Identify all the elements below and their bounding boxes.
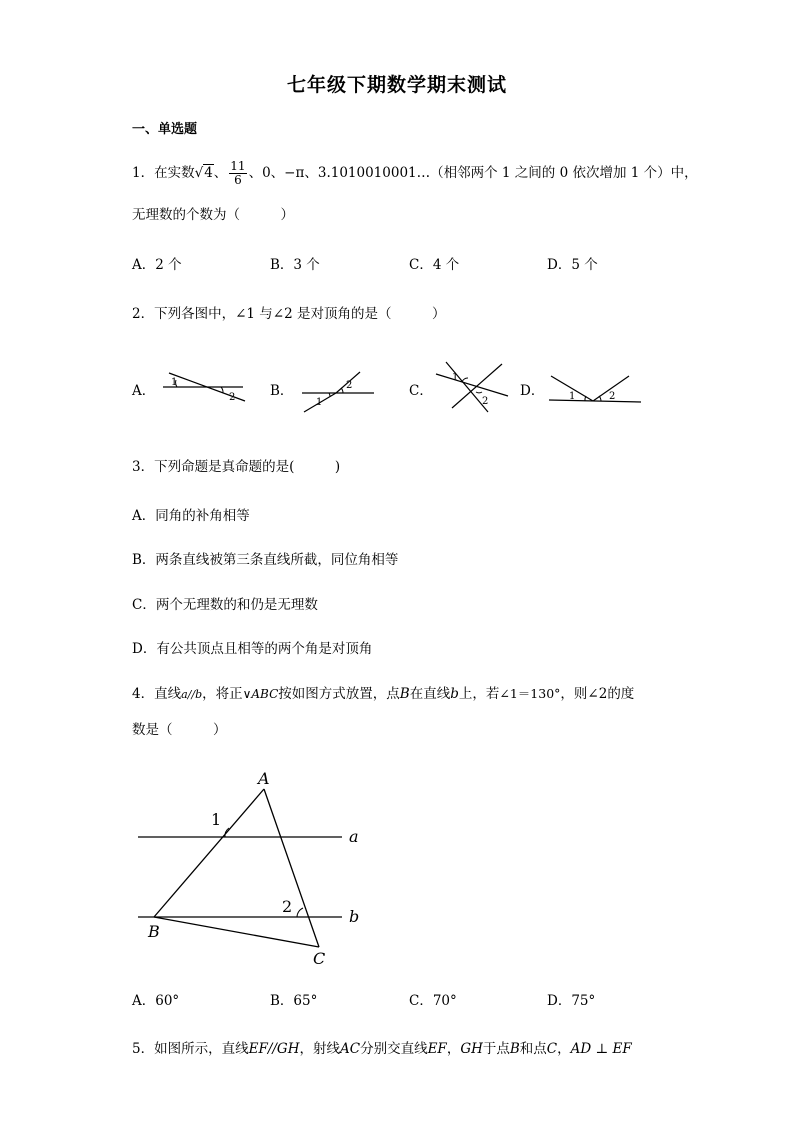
angle-label-2: 2: [346, 380, 353, 391]
angle-label-2: 2: [482, 396, 489, 407]
vertex-c-label: C: [313, 949, 326, 968]
angle-label-2: 2: [229, 392, 236, 403]
q4-figure: [130, 762, 380, 972]
angle-2-label: 2: [282, 897, 293, 916]
side-ac: [264, 789, 319, 947]
q1-rest: 、0、−π、3.1010010001…（相邻两个 1 之间的 0 依次增加 1 个）中，: [248, 165, 698, 181]
section-heading: 一、单选题: [132, 122, 198, 137]
angle-label-1: 1: [171, 377, 178, 388]
q1-option-c: C．4 个: [409, 257, 460, 273]
q1-option-b: B．3 个: [270, 257, 320, 273]
q4-option-c: C．70°: [409, 993, 457, 1009]
q2-option-b-letter: B．: [270, 383, 294, 399]
q1-prefix: 1．在实数: [132, 165, 195, 181]
angle-label-1: 1: [569, 391, 576, 402]
side-bc: [154, 917, 319, 947]
line-b-label: b: [349, 907, 360, 926]
question-5-line-1: 5．如图所示，直线EF//GH，射线AC分别交直线EF，GH于点B和点C，AD ⊥ EF: [132, 1041, 632, 1057]
angle-1-label: 1: [211, 810, 222, 829]
q3-option-d: D．有公共顶点且相等的两个角是对顶角: [132, 641, 373, 657]
vertex-a-label: A: [258, 769, 270, 788]
sqrt-expression: √4: [194, 165, 213, 181]
q2-option-a-letter: A．: [132, 383, 156, 399]
q4-option-b: B．65°: [270, 993, 318, 1009]
q3-option-c: C．两个无理数的和仍是无理数: [132, 597, 318, 613]
fraction-11-6: $\frac{11}{6}$: [230, 159, 246, 187]
question-1-line-1: 1．在实数√4、 $\frac{11}{6}$ 、0、−π、3.1010010001…（相邻两个 1 之间的 0 依次增加 1 个）中，: [132, 159, 698, 187]
q2-figure-a: [155, 368, 255, 408]
question-2-stem: 2．下列各图中，∠1 与∠2 是对顶角的是（ ）: [132, 306, 446, 322]
angle-2-arc: [297, 908, 303, 917]
q2-figure-d: [545, 368, 645, 410]
angle-label-1: 1: [452, 372, 459, 383]
question-4-line-1: 4．直线a//b，将正∨ABC按如图方式放置，点B在直线b上，若∠1＝130°，则∠2的度: [132, 686, 635, 702]
q3-option-a: A．同角的补角相等: [132, 508, 250, 524]
question-1-line-2: 无理数的个数为（ ）: [132, 207, 294, 223]
side-ab: [154, 789, 264, 917]
angle-label-2: 2: [609, 391, 616, 402]
q4-option-d: D．75°: [547, 993, 596, 1009]
q1-option-a: A．2 个: [132, 257, 182, 273]
q2-figure-c: [430, 358, 510, 414]
q3-option-b: B．两条直线被第三条直线所截，同位角相等: [132, 552, 399, 568]
angle-label-1: 1: [316, 397, 323, 408]
q2-option-d-letter: D．: [520, 383, 545, 399]
question-3-stem: 3．下列命题是真命题的是( ): [132, 459, 341, 475]
q4-option-a: A．60°: [132, 993, 180, 1009]
line-a-label: a: [349, 827, 359, 846]
q2-figure-b: [298, 368, 378, 418]
q1-option-d: D．5 个: [547, 257, 598, 273]
question-4-line-2: 数是（ ）: [132, 722, 227, 738]
vertex-b-label: B: [148, 922, 160, 941]
page-title: 七年级下期数学期末测试: [286, 74, 507, 96]
q2-option-c-letter: C．: [409, 383, 433, 399]
